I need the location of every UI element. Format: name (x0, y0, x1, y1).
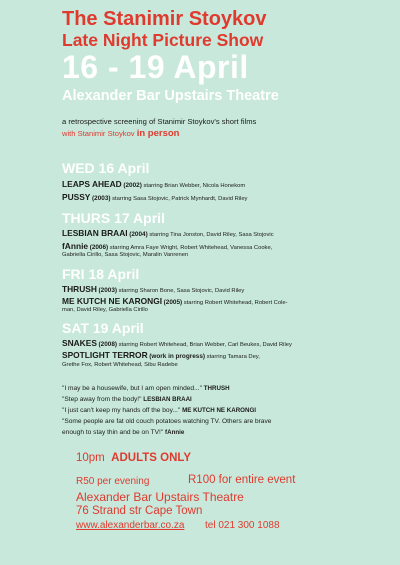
quote-text: "I just can't keep my hands off the boy..." (62, 407, 181, 414)
quote-film: THRUSH (203, 385, 230, 392)
film-cast-continued: Gabriella Cirillo, Sasa Stojovic, Maralin Vanrenen (62, 252, 189, 258)
venue-heading: Alexander Bar Upstairs Theatre (62, 88, 279, 104)
in-person-prefix: with Stanimir Stoykov (62, 129, 135, 138)
in-person-emphasis: in person (136, 128, 180, 139)
price-per-evening: R50 per evening (76, 476, 150, 487)
quote-film: ME KUTCH NE KARONGI (182, 407, 256, 414)
film-year: (2002) (123, 182, 142, 189)
poster-subtitle: Late Night Picture Show (62, 30, 264, 50)
quote (62, 407, 256, 414)
film-year: (2008) (98, 341, 118, 348)
film-year: (2003) (98, 287, 118, 294)
film-cast: starring Amra Faye Wright, Robert Whitehead, Vanessa Cooke, (109, 245, 273, 251)
age-restriction (76, 452, 191, 464)
film-cast: starring Tamara Dey, (206, 354, 260, 360)
quote (62, 385, 230, 392)
film-year: (2004) (129, 231, 148, 238)
film-cast: starring Brian Webber, Nicola Honekom (143, 183, 246, 189)
quote-text: "Step away from the body!" (62, 396, 142, 403)
phone-number: tel 021 300 1088 (205, 520, 280, 531)
film-title: PUSSY (62, 192, 91, 202)
quote: "Some people are fat old couch potatoes watching TV. Others are brave (62, 418, 272, 425)
quote (62, 396, 192, 403)
footer-venue: Alexander Bar Upstairs Theatre (76, 490, 244, 504)
in-person-line (62, 128, 179, 139)
film-cast: starring Sasa Stojovic, Patrick Mynhardt, David Riley (112, 196, 248, 202)
intro-text: a retrospective screening of Stanimir Stoykov's short films (62, 117, 257, 126)
film-title: SNAKES (62, 338, 97, 348)
film-year: (work in progress) (149, 353, 205, 360)
quote-text: enough to stay thin and be on TV!" (62, 429, 164, 436)
film-cast: starring Sharon Bone, Sasa Stojovic, David Riley (118, 288, 245, 294)
quote-continued (62, 429, 184, 436)
film-entry (62, 284, 244, 294)
day-heading-wed: WED 16 April (62, 160, 150, 176)
film-entry (62, 241, 272, 251)
film-cast-continued: Grethe Fox, Robert Whitehead, Sibu Radebe (62, 362, 178, 368)
film-entry (62, 179, 245, 189)
poster-title: The Stanimir Stoykov (62, 8, 267, 30)
film-entry (62, 350, 260, 360)
film-cast: starring Robert Whitehead, Robert Cole- (183, 300, 288, 306)
quote-film: LESBIAN BRAAI (143, 396, 192, 403)
film-entry (62, 296, 288, 306)
film-entry (62, 192, 247, 202)
film-title: LEAPS AHEAD (62, 179, 122, 189)
film-title: LESBIAN BRAAI (62, 228, 128, 238)
start-time: 10pm (76, 452, 105, 464)
adults-only-label: ADULTS ONLY (111, 452, 192, 464)
film-title: fAnnie (62, 241, 89, 251)
film-title: SPOTLIGHT TERROR (62, 350, 148, 360)
footer-address: 76 Strand str Cape Town (76, 505, 203, 517)
quote-film: fAnnie (165, 429, 185, 436)
film-year: (2006) (89, 244, 109, 251)
website-link[interactable]: www.alexanderbar.co.za (76, 520, 185, 531)
quote-text: "I may be a housewife, but I am open minded..." (62, 385, 202, 392)
price-entire-event: R100 for entire event (188, 474, 296, 486)
film-cast-continued: man, David Riley, Gabriella Cirillo (62, 307, 148, 313)
event-dates: 16 - 19 April (62, 49, 249, 85)
film-title: ME KUTCH NE KARONGI (62, 296, 163, 306)
film-year: (2005) (163, 299, 183, 306)
film-cast: starring Robert Whitehead, Brian Webber, Carl Beukes, David Riley (118, 342, 292, 348)
film-entry (62, 228, 274, 238)
film-entry (62, 338, 292, 348)
day-heading-fri: FRI 18 April (62, 266, 140, 282)
day-heading-sat: SAT 19 April (62, 320, 144, 336)
day-heading-thurs: THURS 17 April (62, 210, 165, 226)
film-cast: starring Tina Jonston, David Riley, Sasa Stojovic (149, 232, 274, 238)
film-year: (2003) (92, 195, 111, 202)
film-title: THRUSH (62, 284, 97, 294)
